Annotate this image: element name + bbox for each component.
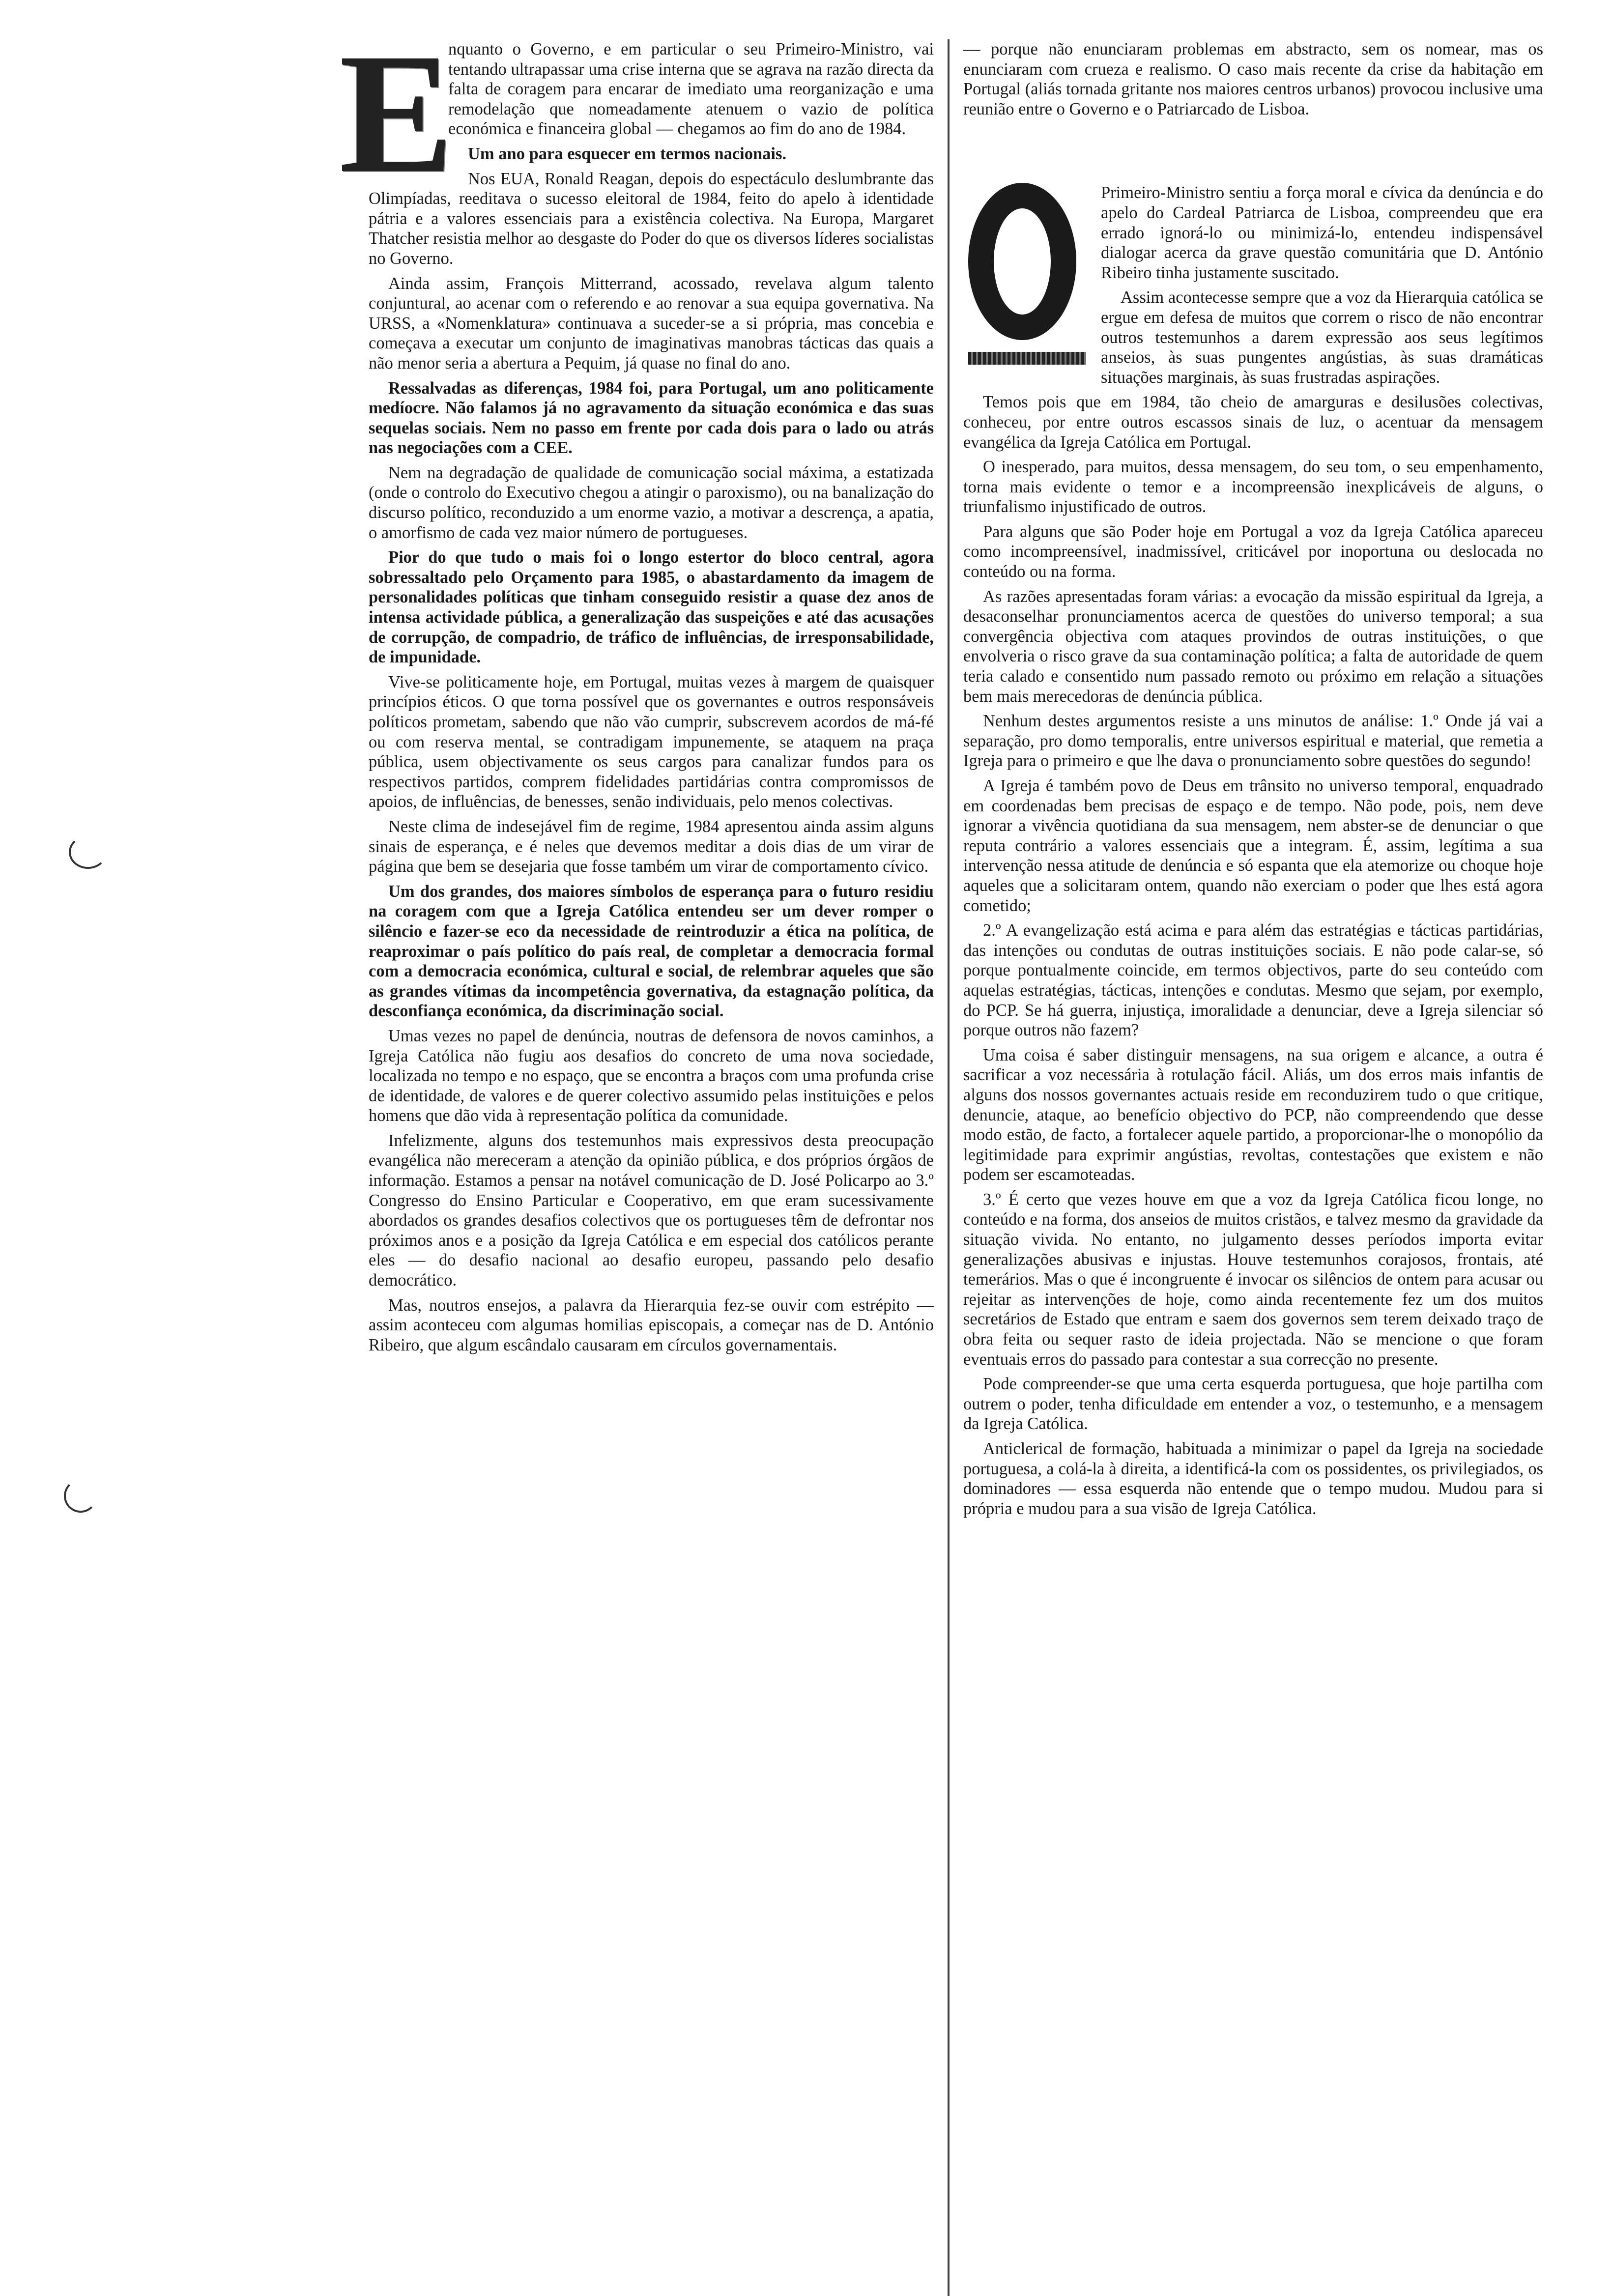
paragraph: Neste clima de indesejável fim de regime, 1984 apresentou ainda assim alguns sinais de esperança, e é neles que devemos meditar a dois dias de um virar de página que bem se desejaria que fosse também um virar de comportamento cívico. [369, 817, 934, 876]
paragraph: O inesperado, para muitos, dessa mensagem, do seu tom, o seu empenhamento, torna mais evidente o temor e a incompreensão inexplicáveis de alguns, o triunfalismo injustificado de outros. [963, 458, 1543, 517]
paragraph: Primeiro-Ministro sentiu a força moral e cívica da denúncia e do apelo do Cardeal Patriarca de Lisboa, compreendeu que era errado ignorá-lo ou minimizá-lo, entendeu indispensável dialogar acerca da grave questão comunitária que D. António Ribeiro tinha justamente suscitado. [1101, 183, 1543, 282]
paragraph: Infelizmente, alguns dos testemunhos mais expressivos desta preocupação evangélica não mereceram a atenção da opinião pública, e dos próprios órgãos de informação. Estamos a pensar na notável comunicação de D. José Policarpo ao 3.º Congresso do Ensino Particular e Cooperativo, em que eram sucessivamente abordados os grandes desafios colectivos que os portugueses têm de defrontar nos próximos anos e a posição da Igreja Católica e em especial dos católicos perante eles — do desafio nacional ao desafio europeu, passando pelo desafio democrático. [369, 1131, 934, 1290]
article-column-right [963, 39, 1543, 2281]
paragraph: Pode compreender-se que uma certa esquerda portuguesa, que hoje partilha com outrem o poder, tenha dificuldade em entender a voz, o testemunho, e a mensagem da Igreja Católica. [963, 1375, 1543, 1434]
paragraph: Para alguns que são Poder hoje em Portugal a voz da Igreja Católica apareceu como incompreensível, inadmissível, criticável por inoportuna ou deslocada no conteúdo ou na forma. [963, 522, 1543, 581]
paragraph: Mas, noutros ensejos, a palavra da Hierarquia fez-se ouvir com estrépito — assim aconteceu com algumas homilias episcopais, a começar nas de D. António Ribeiro, que algum escândalo causaram em círculos governamentais. [369, 1295, 934, 1354]
dropcap-letter-o [963, 183, 1091, 370]
paragraph: Nem na degradação de qualidade de comunicação social máxima, a estatizada (onde o controlo do Executivo chegou a atingir o paroxismo), ou na banalização do discurso político, reconduzido a um enorme vazio, a motivar a descrença, a apatia, o amorfismo de cada vez maior número de portugueses. [369, 463, 934, 542]
paragraph: nquanto o Governo, e em particular o seu Primeiro-Ministro, vai tentando ultrapassar uma crise interna que se agrava na razão directa da falta de coragem para encarar de imediato uma reorganização e uma remodelação que nomeadamente atenuem o vazio de política económica e financeira global — chegamos ao fim do ano de 1984. [448, 40, 934, 139]
scan-artifact-mark [64, 1479, 97, 1513]
section-heading: Um ano para esquecer em termos nacionais. [468, 144, 787, 163]
paragraph: Temos pois que em 1984, tão cheio de amarguras e desilusões colectivas, conheceu, por entre outros escassos sinais de luz, o acentuar da mensagem evangélica da Igreja Católica em Portugal. [963, 393, 1543, 452]
paragraph-bold: Ressalvadas as diferenças, 1984 foi, para Portugal, um ano politicamente medíocre. Não falamos já no agravamento da situação económica e das suas sequelas sociais. Nem no passo em frente por cada dois para o lado ou atrás nas negociações com a CEE. [369, 378, 934, 458]
dropcap-letter: E [339, 18, 454, 208]
dropcap-underline-bar [968, 352, 1086, 365]
paragraph: Vive-se politicamente hoje, em Portugal, muitas vezes à margem de quaisquer princípios éticos. O que torna possível que os governantes e outros responsáveis políticos prometam, sabendo que não vão cumprir, subscrevem acordos de má-fé ou com reserva mental, se contradigam impunemente, se ataquem na praça pública, usem objectivamente os seus cargos para canalizar fundos para os respectivos partidos, comprem fidelidades partidárias contra compromissos de apoios, de influências, de benesses, senão individuais, pelo menos colectivas. [369, 672, 934, 811]
paragraph: Assim acontecesse sempre que a voz da Hierarquia católica se ergue em defesa de muitos que correm o risco de não encontrar outros testemunhos a darem expressão aos seus legítimos anseios, às suas pungentes angústias, às suas dramáticas situações marginais, às suas frustradas aspirações. [1101, 288, 1543, 387]
paragraph: Uma coisa é saber distinguir mensagens, na sua origem e alcance, a outra é sacrificar a voz necessária à rotulação fácil. Aliás, um dos erros mais infantis de alguns dos nossos governantes actuais reside em reconduzirem tudo o que critique, denuncie, ataque, ao benefício objectivo do PCP, não compreendendo que desse modo estão, de facto, a fortalecer aquele partido, a proporcionar-lhe o monopólio da legitimidade para exprimir angústias, revoltas, contestações que existem e não podem ser escamoteadas. [963, 1045, 1543, 1184]
paragraph: Nos EUA, Ronald Reagan, depois do espectáculo deslumbrante das Olimpíadas, reeditava o sucesso eleitoral de 1984, feito do apelo à identidade pátria e a valores essenciais para a existência colectiva. Na Europa, Margaret Thatcher resistia melhor ao desgaste do Poder do que os diversos líderes socialistas no Governo. [369, 169, 934, 268]
paragraph: Nenhum destes argumentos resiste a uns minutos de análise: 1.º Onde já vai a separação, pro domo temporalis, entre universos espiritual e material, que remetia a Igreja para o primeiro e que lhe dava o pronunciamento sobre questões do segundo! [963, 712, 1543, 771]
paragraph: A Igreja é também povo de Deus em trânsito no universo temporal, enquadrado em coordenadas bem precisas de espaço e de tempo. Não pode, pois, nem deve ignorar a vivência quotidiana da sua mensagem, nem abster-se de denunciar o que reputa contrário a valores essenciais que a integram. É, assim, legítima a sua intervenção nessa atitude de denúncia e só espanta que ela atemorize ou choque hoje aqueles que a solicitaram ontem, quando não exerciam o poder que lhes está agora cometido; [963, 776, 1543, 915]
paragraph: As razões apresentadas foram várias: a evocação da missão espiritual da Igreja, a desaconselhar pronunciamentos acerca de questões do universo temporal; a sua convergência objectiva com ataques provindos de outras instituições, o que envolveria o risco grave da sua contaminação política; a falta de autoridade de quem teria calado e consentido num passado remoto ou próximo em relação a situações bem mais merecedoras de denúncia pública. [963, 587, 1543, 706]
article-column-left [339, 18, 934, 2281]
paragraph: 2.º A evangelização está acima e para além das estratégias e tácticas partidárias, das intenções ou condutas de outras instituições sociais. E não pode calar-se, só porque pontualmente coincide, em termos objectivos, parte do seu conteúdo com aquelas estratégias, tácticas, intenções e condutas. Mesmo que sejam, por exemplo, do PCP. Se há guerra, injustiça, imoralidade a denunciar, deve a Igreja silenciar só porque outros não fazem? [963, 921, 1543, 1040]
scan-artifact-mark [69, 835, 107, 869]
paragraph: Ainda assim, François Mitterrand, acossado, revelava algum talento conjuntural, ao acenar com o referendo e ao renovar a sua equipa governativa. Na URSS, a «Nomenklatura» continuava a suceder-se a si própria, mas concebia e começava a executar um conjunto de imaginativas manobras tácticas das quais a não menor seria a abertura a Pequim, já quase no final do ano. [369, 274, 934, 373]
column-divider [948, 39, 950, 2296]
paragraph-spacer [963, 124, 1543, 183]
paragraph-bold: Um dos grandes, dos maiores símbolos de esperança para o futuro residiu na coragem com que a Igreja Católica entendeu ser um dever romper o silêncio e fazer-se eco da necessidade de reintroduzir a ética na política, de reaproximar o país político do país real, de completar a democracia formal com a democracia económica, cultural e social, de relembrar aqueles que são as grandes vítimas da incompetência governativa, da estagnação política, da desconfiança económica, da discriminação social. [369, 882, 934, 1021]
paragraph-bold: Pior do que tudo o mais foi o longo estertor do bloco central, agora sobressaltado pelo Orçamento para 1985, o abastardamento da imagem de personalidades políticas que tinham conseguido resistir a quase dez anos de intensa actividade pública, a generalização das suspeições e até das acusações de corrupção, de compadrio, de tráfico de influências, de irresponsabilidade, de impunidade. [369, 548, 934, 667]
dropcap-ring [968, 183, 1076, 340]
paragraph: Anticlerical de formação, habituada a minimizar o papel da Igreja na sociedade portuguesa, a colá-la à direita, a identificá-la com os possidentes, os privilegiados, os dominadores — essa esquerda não entende que o tempo mudou. Mudou para si própria e mudou para a sua visão de Igreja Católica. [963, 1439, 1543, 1518]
paragraph: — porque não enunciaram problemas em abstracto, sem os nomear, mas os enunciaram com crueza e realismo. O caso mais recente da crise da habitação em Portugal (aliás tornada gritante nos maiores centros urbanos) provocou inclusive uma reunião entre o Governo e o Patriarcado de Lisboa. [963, 40, 1543, 118]
paragraph: 3.º É certo que vezes houve em que a voz da Igreja Católica ficou longe, no conteúdo e na forma, dos anseios de muitos cristãos, e talvez mesmo da gravidade da situação vivida. No entanto, no julgamento desses períodos importa evitar generalizações abusivas e injustas. Houve testemunhos corajosos, frontais, até temerários. Mas o que é incongruente é invocar os silêncios de ontem para acusar ou rejeitar as intervenções de hoje, como ainda recentemente fez um dos muitos secretários de Estado que entram e saem dos governos sem terem deixado traço de obra feita ou sequer rasto de ideia projectada. Não se mencione o que foram eventuais erros do passado para contestar a sua correcção no presente. [963, 1190, 1543, 1369]
paragraph: Umas vezes no papel de denúncia, noutras de defensora de novos caminhos, a Igreja Católica não fugiu aos desafios do concreto de uma nova sociedade, localizada no tempo e no espaço, que se encontra a braços com uma profunda crise de identidade, de valores e de querer colectivo assumido pelas instituições e pelos homens que dão vida à representação política da comunidade. [369, 1026, 934, 1125]
